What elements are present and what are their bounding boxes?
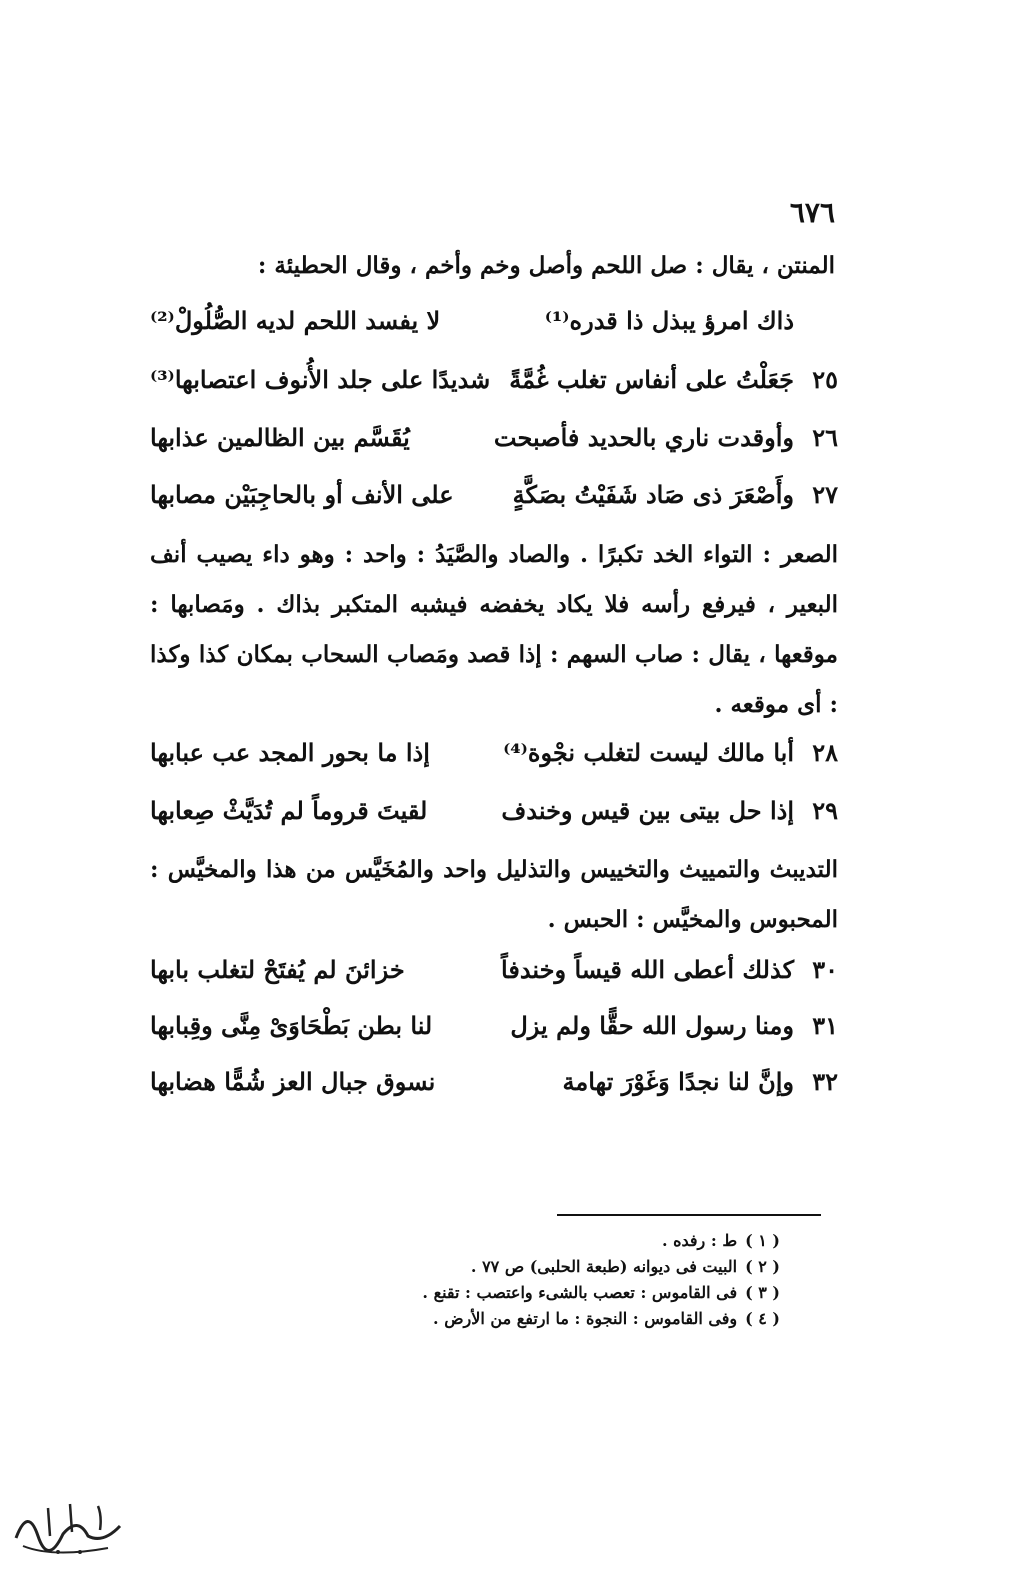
footnote-2 (400, 1254, 780, 1280)
footnote-4 (400, 1306, 780, 1332)
footnote-text: ط : رفده . (661, 1231, 738, 1250)
verse-second-hemistich: إذا ما بحور المجد عب عبابها (150, 738, 430, 767)
verse-first-hemistich: إذا حل بيتى بين قيس وخندف (501, 796, 794, 825)
verse-32 (150, 1067, 838, 1107)
footnote-mark: ( ٢ ) (745, 1257, 780, 1276)
verse-number: ٣٢ (812, 1067, 838, 1096)
calligraphy-logo-icon (8, 1486, 128, 1566)
verse-25 (150, 365, 838, 405)
verse-number: ٢٩ (812, 796, 838, 825)
footnote-3 (400, 1280, 780, 1306)
verse-first-hemistich: وإنَّ لنا نجدًا وَغَوْرَ تهامة (562, 1067, 794, 1096)
verse-first-hemistich: ومنا رسول الله حقًّا ولم يزل (510, 1011, 794, 1040)
verse-31 (150, 1011, 838, 1051)
verse-number: ٢٨ (812, 738, 838, 767)
footnote-divider (557, 1214, 821, 1216)
footnote-1 (400, 1228, 780, 1254)
footnotes (400, 1228, 780, 1332)
verse-0 (150, 306, 838, 346)
verse-number: ٢٧ (812, 480, 838, 509)
verse-second-hemistich: نسوق جبال العز شُمًّا هضابها (150, 1067, 436, 1096)
verse-first-hemistich: وأَصْعَرَ ذى صَاد شَفَيْتُ بصَكَّةٍ (512, 480, 794, 509)
footnote-text: البيت فى ديوانه (طبعة الحلبى) ص ٧٧ . (470, 1257, 738, 1276)
page-number: ٦٧٦ (789, 196, 835, 229)
verse-26 (150, 423, 838, 463)
footnote-text: فى القاموس : تعصب بالشىء واعتصب : تقنع . (422, 1283, 738, 1302)
verse-number: ٣٠ (812, 955, 838, 984)
verse-second-hemistich: شديدًا على جلد الأُنوف اعتصابها⁽³⁾ (150, 365, 491, 394)
verse-number: ٣١ (812, 1011, 838, 1040)
verse-first-hemistich: ذاك امرؤ يبذل ذا قدره⁽¹⁾ (544, 306, 794, 335)
verse-29 (150, 796, 838, 836)
verse-30 (150, 955, 838, 995)
verse-second-hemistich: لقيتَ قروماً لم تُدَيَّثْ صِعابها (150, 796, 428, 825)
verse-second-hemistich: يُقَسَّم بين الظالمين عذابها (150, 423, 410, 452)
verse-number: ٢٦ (812, 423, 838, 452)
footnote-mark: ( ٣ ) (745, 1283, 780, 1302)
verse-second-hemistich: خزائنَ لم يُفتَحْ لتغلب بابها (150, 955, 405, 984)
verse-second-hemistich: لنا بطن بَطْحَاوَىْ مِنَّى وقِبابها (150, 1011, 433, 1040)
commentary-paragraph: الصعر : التواء الخد تكبرًا . والصاد والصَّيَدُ : واحد : وهو داء يصيب أنف البعير ، فيرفع رأسه فلا يكاد يخفضه فيشبه المتكبر بذاك . ومَصابها : موقعها ، يقال : صاب السهم : إذا قصد ومَصاب السحاب بمكان كذا وكذا : أى موقعه . (150, 541, 838, 718)
intro-line: المنتن ، يقال : صل اللحم وأصل وخم وأخم ، وقال الحطيئة : (257, 252, 835, 279)
verse-second-hemistich: لا يفسد اللحم لديه الصُّلُولْ⁽²⁾ (150, 306, 441, 335)
verse-first-hemistich: كذلك أعطى الله قيساً وخندفاً (501, 955, 794, 984)
verse-second-hemistich: على الأنف أو بالحاجِبَيْن مصابها (150, 480, 454, 509)
footnote-mark: ( ١ ) (745, 1231, 780, 1250)
verse-number: ٢٥ (812, 365, 838, 394)
verse-27 (150, 480, 838, 520)
verse-first-hemistich: وأوقدت ناري بالحديد فأصبحت (493, 423, 794, 452)
calligraphy-logo (8, 1486, 128, 1566)
verse-first-hemistich: أبا مالك ليست لتغلب نجْوة⁽⁴⁾ (503, 738, 794, 767)
commentary-paragraph-2: التديبث والتمييث والتخييس والتذليل واحد والمُخَيَّس من هذا والمخيَّس : المحبوس والمخيَّس : الحبس . (150, 856, 838, 933)
verse-28 (150, 738, 838, 778)
verse-first-hemistich: جَعَلْتُ على أنفاس تغلب غُمَّةً (509, 365, 794, 394)
footnote-mark: ( ٤ ) (745, 1309, 780, 1328)
footnote-text: وفى القاموس : النجوة : ما ارتفع من الأرض . (433, 1309, 738, 1328)
